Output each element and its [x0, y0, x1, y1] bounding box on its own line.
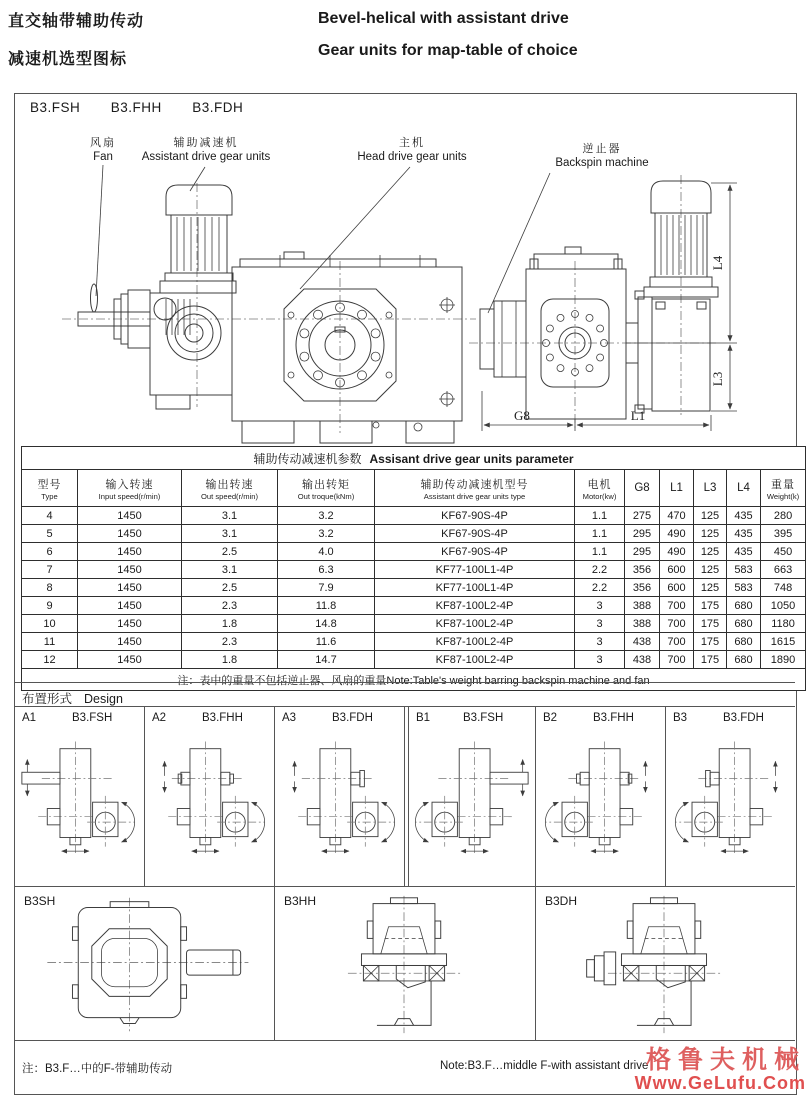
title-zh-line1: 直交轴带辅助传动 — [8, 13, 145, 30]
table-cell: 356 — [625, 561, 660, 579]
callout-head-en: Head drive gear units — [357, 151, 467, 163]
model-code: B3.FHH — [110, 100, 162, 115]
callout-assistant-zh: 辅助减速机 — [173, 137, 239, 149]
param-table-header-row — [22, 470, 806, 507]
table-note-en: Note:Table's weight barring backspin machine and fan — [386, 674, 650, 687]
table-cell: 3 — [575, 633, 625, 651]
table-cell: 6.3 — [278, 561, 375, 579]
table-cell: 11 — [22, 633, 78, 651]
design-cell-code-b2: B2 — [543, 712, 558, 724]
param-table-body — [22, 507, 806, 669]
fan-drawing — [78, 284, 150, 348]
side-housing-drawing — [526, 247, 626, 419]
callout-backspin-en: Backspin machine — [555, 157, 649, 169]
table-cell: 1450 — [78, 651, 182, 669]
design-section-label — [22, 689, 123, 707]
table-cell: 395 — [761, 525, 806, 543]
table-note-zh: 注：表中的重量不包括逆止器、风扇的重量 — [177, 674, 387, 687]
column-header: L3 — [694, 470, 727, 507]
design-schematic-a3 — [280, 736, 398, 872]
table-cell: 125 — [694, 561, 727, 579]
design-schematic-b3 — [672, 736, 790, 872]
table-cell: 125 — [694, 507, 727, 525]
table-cell: 3.1 — [182, 525, 278, 543]
table-cell: 7.9 — [278, 579, 375, 597]
table-cell: 1450 — [78, 507, 182, 525]
table-row — [22, 597, 806, 615]
design-label-en: Design — [84, 692, 123, 706]
backstop-drawing — [480, 301, 526, 377]
table-cell: 2.5 — [182, 579, 278, 597]
table-title-en: Assisant drive gear units parameter — [369, 451, 574, 466]
table-cell: 125 — [694, 525, 727, 543]
footer-note-en: Note:B3.F…middle F-with assistant drive — [440, 1060, 649, 1072]
table-row — [22, 507, 806, 525]
table-cell: 450 — [761, 543, 806, 561]
watermark-brand: 格鲁夫机械 — [645, 1045, 806, 1074]
design-cell-code-a1: A1 — [22, 712, 37, 724]
title-en-line1: Bevel-helical with assistant drive — [318, 10, 569, 27]
table-cell: 175 — [694, 597, 727, 615]
table-cell: 490 — [660, 543, 694, 561]
dim-l1: L1 — [630, 408, 646, 423]
table-cell: 175 — [694, 651, 727, 669]
table-cell: 280 — [761, 507, 806, 525]
table-cell: 700 — [660, 633, 694, 651]
design-cell-model: B3.FSH — [72, 712, 113, 724]
model-code: B3.FDH — [192, 100, 244, 115]
table-cell: 1615 — [761, 633, 806, 651]
table-cell: 748 — [761, 579, 806, 597]
table-cell: 1450 — [78, 633, 182, 651]
callout-assistant-en: Assistant drive gear units — [141, 151, 271, 163]
column-header: 重量 Weight(k) — [761, 470, 806, 507]
table-cell: 438 — [625, 651, 660, 669]
table-cell: 583 — [727, 561, 761, 579]
table-cell: 125 — [694, 543, 727, 561]
design-cell-model: B3.FHH — [593, 712, 634, 724]
design-label-zh: 布置形式 — [22, 692, 73, 706]
design-cell-code-a3: A3 — [282, 712, 297, 724]
design-cell-model: B3.FDH — [332, 712, 373, 724]
table-cell: 3.2 — [278, 525, 375, 543]
table-cell: 4.0 — [278, 543, 375, 561]
table-cell: 8 — [22, 579, 78, 597]
table-cell: 2.5 — [182, 543, 278, 561]
dim-l3: L3 — [710, 371, 725, 387]
table-cell: 4 — [22, 507, 78, 525]
table-cell: 295 — [625, 525, 660, 543]
design-cell-code-b3sh: B3SH — [24, 894, 56, 908]
table-cell: 1180 — [761, 615, 806, 633]
title-en-line2: Gear units for map-table of choice — [318, 42, 578, 59]
design-schematic-b1 — [412, 736, 530, 872]
table-cell: 11.8 — [278, 597, 375, 615]
table-cell: 1.8 — [182, 615, 278, 633]
side-view-drawing — [469, 175, 737, 431]
table-cell: 2.2 — [575, 561, 625, 579]
design-schematic-a2 — [150, 736, 268, 872]
model-code: B3.FSH — [30, 100, 81, 115]
table-cell: 3.1 — [182, 507, 278, 525]
main-housing-drawing — [232, 252, 462, 443]
table-cell: 14.8 — [278, 615, 375, 633]
side-motor-drawing — [626, 181, 718, 413]
table-cell: 1.1 — [575, 525, 625, 543]
table-cell: KF77-100L1-4P — [375, 561, 575, 579]
column-header: 电机 Motor(kw) — [575, 470, 625, 507]
front-view-drawing — [62, 183, 476, 443]
table-cell: KF87-100L2-4P — [375, 651, 575, 669]
design-cell-model: B3.FSH — [463, 712, 504, 724]
table-cell: 680 — [727, 633, 761, 651]
column-header: 输入转速 Input speed(r/min) — [78, 470, 182, 507]
table-row — [22, 525, 806, 543]
table-cell: 7 — [22, 561, 78, 579]
table-cell: 14.7 — [278, 651, 375, 669]
design-cell-code-a2: A2 — [152, 712, 167, 724]
dimension-lines — [482, 183, 737, 431]
callout-fan-en: Fan — [93, 151, 113, 163]
table-row — [22, 651, 806, 669]
column-header: L1 — [660, 470, 694, 507]
table-cell: 1450 — [78, 597, 182, 615]
table-cell: KF67-90S-4P — [375, 525, 575, 543]
design-cell-model: B3.FHH — [202, 712, 243, 724]
table-cell: KF67-90S-4P — [375, 507, 575, 525]
table-cell: 295 — [625, 543, 660, 561]
table-cell: 11.6 — [278, 633, 375, 651]
table-row — [22, 543, 806, 561]
footer-note-zh: 注：B3.F…中的F-带辅助传动 — [22, 1063, 173, 1075]
table-cell: 470 — [660, 507, 694, 525]
assistant-gearbox-drawing — [150, 281, 236, 409]
table-title-zh: 辅助传动减速机参数 — [253, 451, 362, 466]
table-cell: 600 — [660, 579, 694, 597]
design-drawing-b3sh — [28, 892, 260, 1037]
table-cell: 680 — [727, 651, 761, 669]
watermark — [635, 1046, 806, 1093]
table-cell: KF87-100L2-4P — [375, 633, 575, 651]
table-cell: 1450 — [78, 579, 182, 597]
table-cell: 3 — [575, 651, 625, 669]
table-cell: 490 — [660, 525, 694, 543]
table-cell: 1450 — [78, 615, 182, 633]
table-row — [22, 615, 806, 633]
design-drawing-b3dh — [548, 892, 780, 1037]
table-cell: 600 — [660, 561, 694, 579]
table-row — [22, 633, 806, 651]
table-cell: 2.3 — [182, 597, 278, 615]
table-cell: 700 — [660, 651, 694, 669]
table-cell: 9 — [22, 597, 78, 615]
watermark-url: Www.GeLufu.Com — [634, 1072, 806, 1093]
column-header: 输出转速 Out speed(r/min) — [182, 470, 278, 507]
column-header: L4 — [727, 470, 761, 507]
design-schematic-b2 — [542, 736, 660, 872]
table-cell: 435 — [727, 525, 761, 543]
main-technical-drawing — [14, 93, 796, 447]
table-cell: 3.2 — [278, 507, 375, 525]
design-cell-code-b1: B1 — [416, 712, 431, 724]
design-drawing-b3hh — [288, 892, 520, 1037]
table-cell: 1050 — [761, 597, 806, 615]
table-cell: 125 — [694, 579, 727, 597]
table-cell: 1.8 — [182, 651, 278, 669]
column-header: G8 — [625, 470, 660, 507]
table-cell: 435 — [727, 543, 761, 561]
table-cell: 663 — [761, 561, 806, 579]
table-cell: 700 — [660, 615, 694, 633]
table-cell: 388 — [625, 597, 660, 615]
table-cell: 6 — [22, 543, 78, 561]
design-cell-code-b3hh: B3HH — [284, 894, 317, 908]
table-cell: 175 — [694, 615, 727, 633]
table-title — [22, 447, 806, 470]
table-cell: 2.3 — [182, 633, 278, 651]
table-cell: KF77-100L1-4P — [375, 579, 575, 597]
table-cell: 680 — [727, 597, 761, 615]
table-cell: 5 — [22, 525, 78, 543]
table-row — [22, 561, 806, 579]
callout-fan-zh: 风扇 — [90, 137, 116, 149]
table-cell: 700 — [660, 597, 694, 615]
table-cell: 3.1 — [182, 561, 278, 579]
callout-head-zh: 主机 — [399, 137, 425, 149]
table-cell: KF87-100L2-4P — [375, 597, 575, 615]
parameter-table — [21, 446, 806, 691]
table-cell: 438 — [625, 633, 660, 651]
table-row — [22, 579, 806, 597]
table-cell: 1.1 — [575, 543, 625, 561]
table-cell: 388 — [625, 615, 660, 633]
dim-g8: G8 — [514, 408, 530, 423]
table-cell: 1450 — [78, 543, 182, 561]
table-cell: 3 — [575, 597, 625, 615]
dim-l4: L4 — [710, 255, 725, 271]
table-cell: 3 — [575, 615, 625, 633]
table-cell: 435 — [727, 507, 761, 525]
callout-backspin-zh: 逆止器 — [582, 143, 622, 155]
design-cell-code-b3: B3 — [673, 712, 688, 724]
table-cell: KF87-100L2-4P — [375, 615, 575, 633]
table-cell: 356 — [625, 579, 660, 597]
assistant-motor-drawing — [165, 185, 233, 281]
column-header: 辅助传动减速机型号 Assistant drive gear units type — [375, 470, 575, 507]
title-zh-line2: 减速机选型图标 — [8, 51, 128, 68]
table-cell: KF67-90S-4P — [375, 543, 575, 561]
page-title-en — [318, 10, 578, 60]
table-cell: 583 — [727, 579, 761, 597]
table-cell: 1.1 — [575, 507, 625, 525]
table-note — [22, 669, 806, 691]
table-cell: 275 — [625, 507, 660, 525]
table-cell: 10 — [22, 615, 78, 633]
table-cell: 680 — [727, 615, 761, 633]
design-cell-model: B3.FDH — [723, 712, 764, 724]
table-cell: 1450 — [78, 561, 182, 579]
design-schematic-a1 — [20, 736, 138, 872]
design-cell-code-b3dh: B3DH — [545, 894, 578, 908]
table-cell: 175 — [694, 633, 727, 651]
page-title-zh — [8, 8, 144, 69]
column-header: 输出转矩 Out troque(kNm) — [278, 470, 375, 507]
column-header: 型号 Type — [22, 470, 78, 507]
table-cell: 12 — [22, 651, 78, 669]
table-cell: 2.2 — [575, 579, 625, 597]
table-cell: 1890 — [761, 651, 806, 669]
table-cell: 1450 — [78, 525, 182, 543]
